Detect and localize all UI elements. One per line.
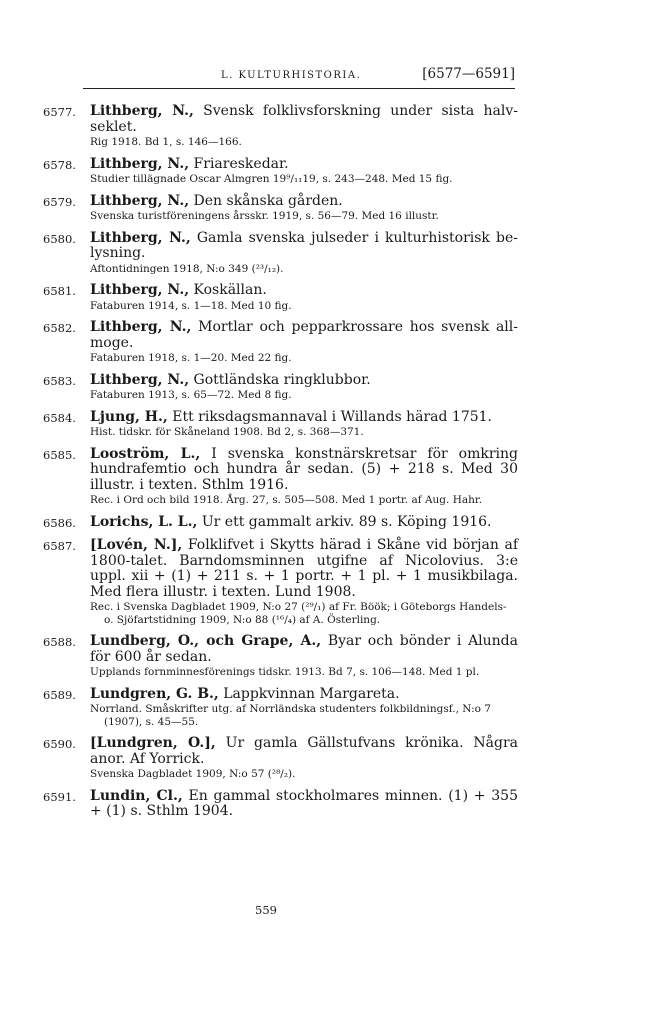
section-title: L. KULTURHISTORIA. [221,70,362,81]
entry-citation [90,447,518,494]
running-header [83,66,515,89]
entry-citation [90,410,518,426]
entry-title: Ett riksdagsmannaval i Willands härad 1751. [172,408,492,425]
entry-number: 6583. [43,373,76,388]
entry-number: 6581. [43,284,76,298]
entry-number: 6590. [43,737,76,751]
entry-citation [90,283,518,299]
entry-number: 6580. [43,231,76,246]
entry-title: Byar och bönder i Alunda för 600 år sedan. [90,633,518,665]
bibliography-entry [43,194,518,223]
bibliography-entry [43,320,518,365]
entry-number: 6582. [43,321,76,335]
entry-note: Rec. i Svenska Dagbladet 1909, N:o 27 (²⁹/₁) af Fr. Böök; i Göteborgs Handels- o. Sjöfartstidning 1909, N:o 88 (¹⁶/₄) af A. Österling. [90,601,507,626]
entry-citation [90,104,518,135]
bibliography-list [43,104,518,828]
entry-title: I svenska konstnärskretsar för omkring hundrafemtio och hundra år sedan. (5) + 218 s. Med 30 illustr. i texten. Sthlm 1916. [90,445,519,493]
entry-title: Gamla svenska julseder i kulturhistorisk be-lysning. [90,229,518,261]
page-number: 559 [255,903,277,917]
bibliography-entry [43,373,518,402]
bibliography-entry [43,283,518,312]
entry-citation [90,373,518,389]
entry-citation [90,634,518,665]
bibliography-entry [43,410,518,439]
entry-note: Rig 1918. Bd 1, s. 146—166. [90,136,242,148]
entry-number: 6586. [43,515,76,530]
entry-author: Lithberg, N., [90,282,190,298]
bibliography-entry [43,736,518,781]
entry-number: 6579. [43,194,76,209]
entry-range: [6577—6591] [422,66,515,82]
entry-author: Lithberg, N., [90,371,190,388]
bibliography-entry [43,447,518,507]
entry-note: Rec. i Ord och bild 1918. Årg. 27, s. 505—508. Med 1 portr. af Aug. Hahr. [90,494,483,506]
entry-number: 6591. [43,789,76,804]
entry-title: Gottländska ringklubbor. [193,371,371,388]
entry-note: Fataburen 1913, s. 65—72. Med 8 fig. [90,389,292,401]
entry-number: 6578. [43,157,76,172]
bibliography-entry [43,157,518,186]
entry-note: Studier tillägnade Oscar Almgren 19⁹/₁₁19, s. 243—248. Med 15 fig. [90,173,453,185]
bibliography-entry [43,515,518,531]
entry-author: [Lundgren, O.], [90,735,216,751]
entry-author: Lithberg, N., [90,319,192,335]
entry-note: Svenska turistföreningens årsskr. 1919, s. 56—79. Med 16 illustr. [90,210,439,222]
entry-title: Friareskedar. [193,155,289,172]
entry-number: 6585. [43,447,76,462]
entry-note: Fataburen 1918, s. 1—20. Med 22 fig. [90,352,292,364]
entry-author: Lithberg, N., [90,155,190,172]
bibliography-entry [43,104,518,149]
entry-author: Lithberg, N., [90,103,194,119]
entry-title: Koskällan. [193,282,267,298]
bibliography-entry [43,687,518,729]
entry-author: Looström, L., [90,445,201,462]
entry-title: Ur gamla Gällstufvans krönika. Några anor. Af Yorrick. [90,735,518,767]
entry-citation [90,157,518,173]
entry-number: 6588. [43,635,76,649]
entry-author: [Lovén, N.], [90,537,183,553]
entry-citation [90,515,518,531]
entry-note: Hist. tidskr. för Skåneland 1908. Bd 2, s. 368—371. [90,426,364,438]
entry-number: 6589. [43,687,76,702]
entry-note: Svenska Dagbladet 1909, N:o 57 (²⁸/₂). [90,768,296,780]
bibliography-entry [43,634,518,679]
entry-note: Fataburen 1914, s. 1—18. Med 10 fig. [90,299,292,312]
entry-number: 6577. [43,105,76,119]
entry-citation [90,789,518,820]
entry-author: Lundin, Cl., [90,787,183,804]
entry-title: Folklifvet i Skytts härad i Skåne vid början af 1800-talet. Barndomsminnen utgifne af Nicolovius. 3:e uppl. xii + (1) + 211 s. + 1 portr. + 1 pl. + 1 musikbilaga. Med flera illustr. i texten. Lund 1908. [90,537,518,600]
entry-number: 6584. [43,410,76,425]
entry-title: Ur ett gammalt arkiv. 89 s. Köping 1916. [201,513,492,530]
bibliography-entry [43,789,518,820]
entry-title: Lappkvinnan Margareta. [223,685,400,702]
entry-title: En gammal stockholmares minnen. (1) + 355 + (1) s. Sthlm 1904. [90,787,518,819]
bibliography-entry [43,231,518,276]
bibliography-entry [43,538,518,626]
entry-citation [90,320,518,351]
entry-author: Lithberg, N., [90,229,191,246]
entry-note: Upplands fornminnesförenings tidskr. 1913. Bd 7, s. 106—148. Med 1 pl. [90,666,480,678]
entry-title: Mortlar och pepparkrossare hos svensk all-moge. [90,319,518,351]
entry-title: Svensk folklivsforskning under sista halv-seklet. [90,103,519,135]
entry-citation [90,687,518,703]
entry-citation [90,231,518,262]
entry-author: Lundgren, G. B., [90,685,219,702]
entry-note: Norrland. Småskrifter utg. af Norrländska studenters folkbildningsf., N:o 7 (1907), s. 45—55. [90,703,491,728]
entry-citation [90,538,518,600]
entry-citation [90,194,518,210]
entry-author: Ljung, H., [90,408,168,425]
entry-citation [90,736,518,767]
entry-author: Lorichs, L. L., [90,513,198,530]
entry-author: Lundberg, O., och Grape, A., [90,633,322,649]
entry-title: Den skånska gården. [193,192,343,209]
entry-number: 6587. [43,539,76,553]
entry-author: Lithberg, N., [90,192,190,209]
entry-note: Aftontidningen 1918, N:o 349 (²³/₁₂). [90,262,284,275]
